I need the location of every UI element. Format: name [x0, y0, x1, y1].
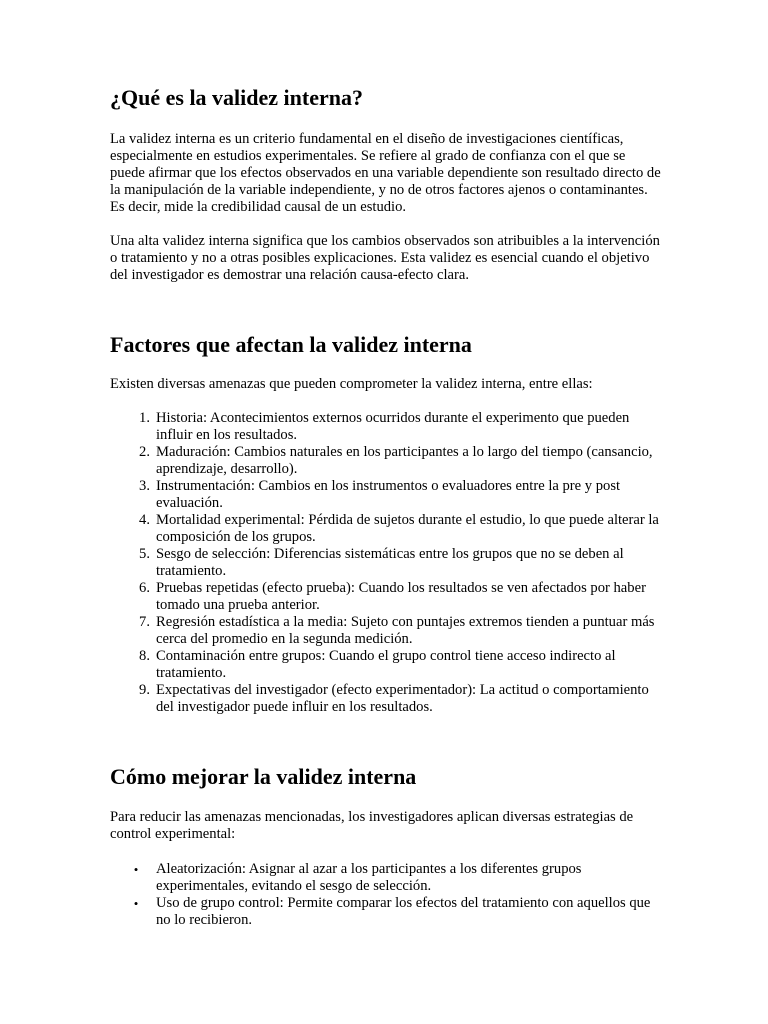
bullet-icon: • — [133, 896, 139, 911]
list-item-number: 4. — [139, 512, 150, 528]
list-item-text: Contaminación entre grupos: Cuando el grupo control tiene acceso indirecto al tratamiento. — [156, 648, 616, 681]
list-item-number: 7. — [139, 614, 150, 630]
list-item-number: 9. — [139, 682, 150, 698]
strategies-bullet-list — [110, 861, 662, 929]
list-item-text: Historia: Acontecimientos externos ocurridos durante el experimento que pueden influir en los resultados. — [156, 410, 630, 443]
document-content — [110, 84, 662, 929]
list-item — [110, 478, 662, 512]
list-item-text: Instrumentación: Cambios en los instrumentos o evaluadores entre la pre y post evaluación. — [156, 478, 621, 511]
list-item — [110, 444, 662, 478]
list-item-text: Uso de grupo control: Permite comparar los efectos del tratamiento con aquellos que no lo recibieron. — [156, 895, 651, 928]
list-item-text: Regresión estadística a la media: Sujeto con puntajes extremos tienden a puntuar más cerca del promedio en la segunda medición. — [156, 614, 655, 647]
list-item — [110, 580, 662, 614]
list-item — [110, 512, 662, 546]
list-item-number: 3. — [139, 478, 150, 494]
paragraph-strategies-intro: Para reducir las amenazas mencionadas, los investigadores aplican diversas estrategias de control experimental: — [110, 809, 634, 842]
list-item — [110, 614, 662, 648]
list-item-text: Pruebas repetidas (efecto prueba): Cuando los resultados se ven afectados por haber tomado una prueba anterior. — [156, 580, 646, 613]
list-item — [110, 648, 662, 682]
paragraph-high-validity: Una alta validez interna significa que los cambios observados son atribuibles a la intervención o tratamiento y no a otras posibles explicaciones. Esta validez es esencial cuando el objetivo del investigador es demostrar una relación causa-efecto clara. — [110, 233, 660, 283]
list-item-text: Aleatorización: Asignar al azar a los participantes a los diferentes grupos experimentales, evitando el sesgo de selección. — [156, 861, 582, 894]
section-heading-factors: Factores que afectan la validez interna — [110, 332, 472, 357]
paragraph-factors-intro: Existen diversas amenazas que pueden comprometer la validez interna, entre ellas: — [110, 376, 593, 392]
list-item-number: 1. — [139, 410, 150, 426]
list-item-text: Maduración: Cambios naturales en los participantes a lo largo del tiempo (cansancio, aprendizaje, desarrollo). — [156, 444, 653, 477]
list-item — [110, 895, 662, 929]
section-heading-what-is-internal-validity: ¿Qué es la validez interna? — [110, 85, 363, 110]
list-item — [110, 861, 662, 895]
list-item-number: 8. — [139, 648, 150, 664]
list-item-text: Sesgo de selección: Diferencias sistemáticas entre los grupos que no se deben al tratamiento. — [156, 546, 624, 579]
list-item — [110, 682, 662, 716]
bullet-icon: • — [133, 862, 139, 877]
section-heading-how-to-improve: Cómo mejorar la validez interna — [110, 764, 417, 789]
threats-numbered-list — [110, 410, 662, 716]
list-item-text: Expectativas del investigador (efecto experimentador): La actitud o comportamiento del investigador puede influir en los resultados. — [156, 682, 649, 715]
list-item-number: 2. — [139, 444, 150, 460]
list-item-number: 6. — [139, 580, 150, 596]
list-item — [110, 546, 662, 580]
list-item — [110, 410, 662, 444]
list-item-number: 5. — [139, 546, 150, 562]
paragraph-definition: La validez interna es un criterio fundamental en el diseño de investigaciones científicas, especialmente en estudios experimentales. Se refiere al grado de confianza con el que se puede afirmar que los efectos observados en una variable dependiente son resultado directo de la manipulación de la variable independiente, y no de otros factores ajenos o contaminantes. Es decir, mide la credibilidad causal de un estudio. — [110, 131, 661, 215]
list-item-text: Mortalidad experimental: Pérdida de sujetos durante el estudio, lo que puede alterar la composición de los grupos. — [156, 512, 659, 545]
